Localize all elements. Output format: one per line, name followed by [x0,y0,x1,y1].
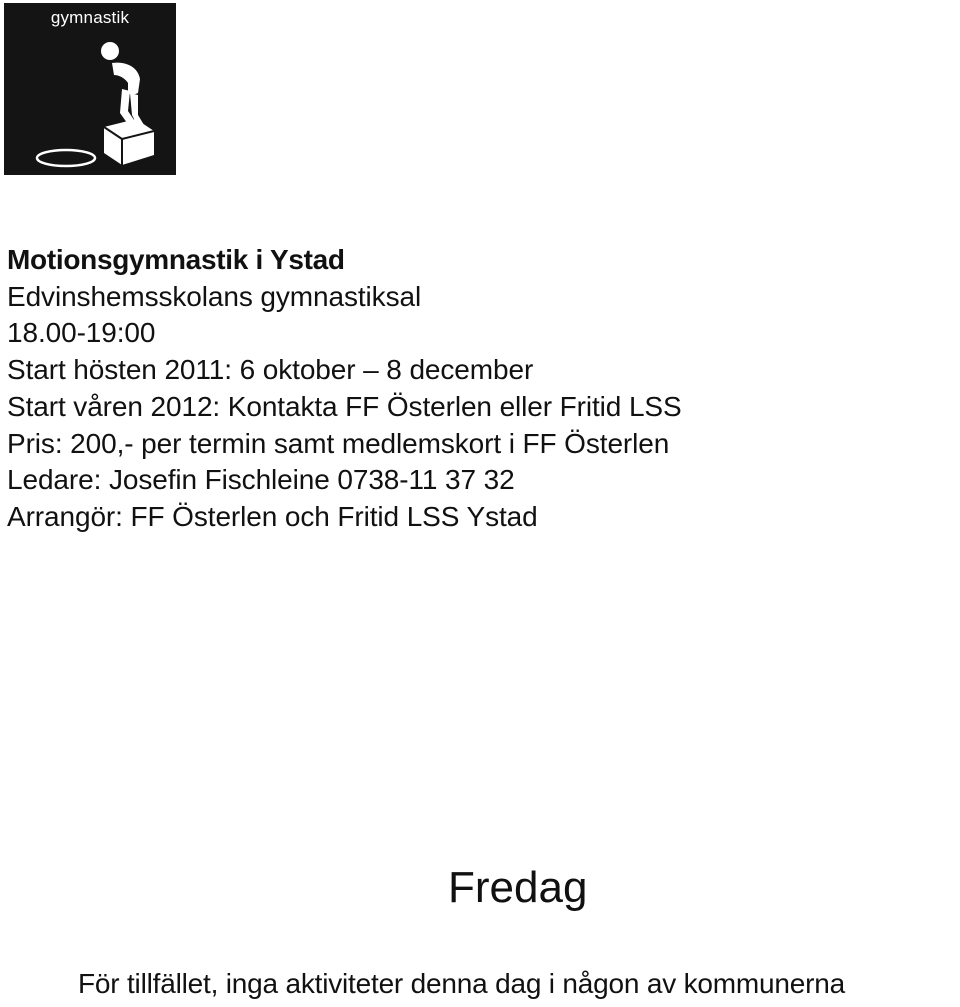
pictogram-label: gymnastik [50,8,130,27]
course-price: Pris: 200,- per termin samt medlemskort i FF Österlen [7,427,670,459]
gymnastics-pictogram [4,3,176,175]
day-heading: Fredag [448,863,588,912]
course-organizer: Arrangör: FF Österlen och Fritid LSS Ystad [7,500,538,532]
course-info [7,242,682,536]
course-venue: Edvinshemsskolans gymnastiksal [7,280,422,312]
course-leader: Ledare: Josefin Fischleine 0738-11 37 32 [7,464,515,496]
course-spring-start: Start våren 2012: Kontakta FF Österlen eller Fritid LSS [7,390,682,422]
course-title: Motionsgymnastik i Ystad [7,244,345,275]
course-autumn-start: Start hösten 2011: 6 oktober – 8 december [7,354,534,386]
gymnast-on-box-icon [4,3,176,175]
day-note: För tillfället, inga aktiviteter denna dag i någon av kommunerna [78,968,845,999]
course-time: 18.00-19:00 [7,317,156,349]
